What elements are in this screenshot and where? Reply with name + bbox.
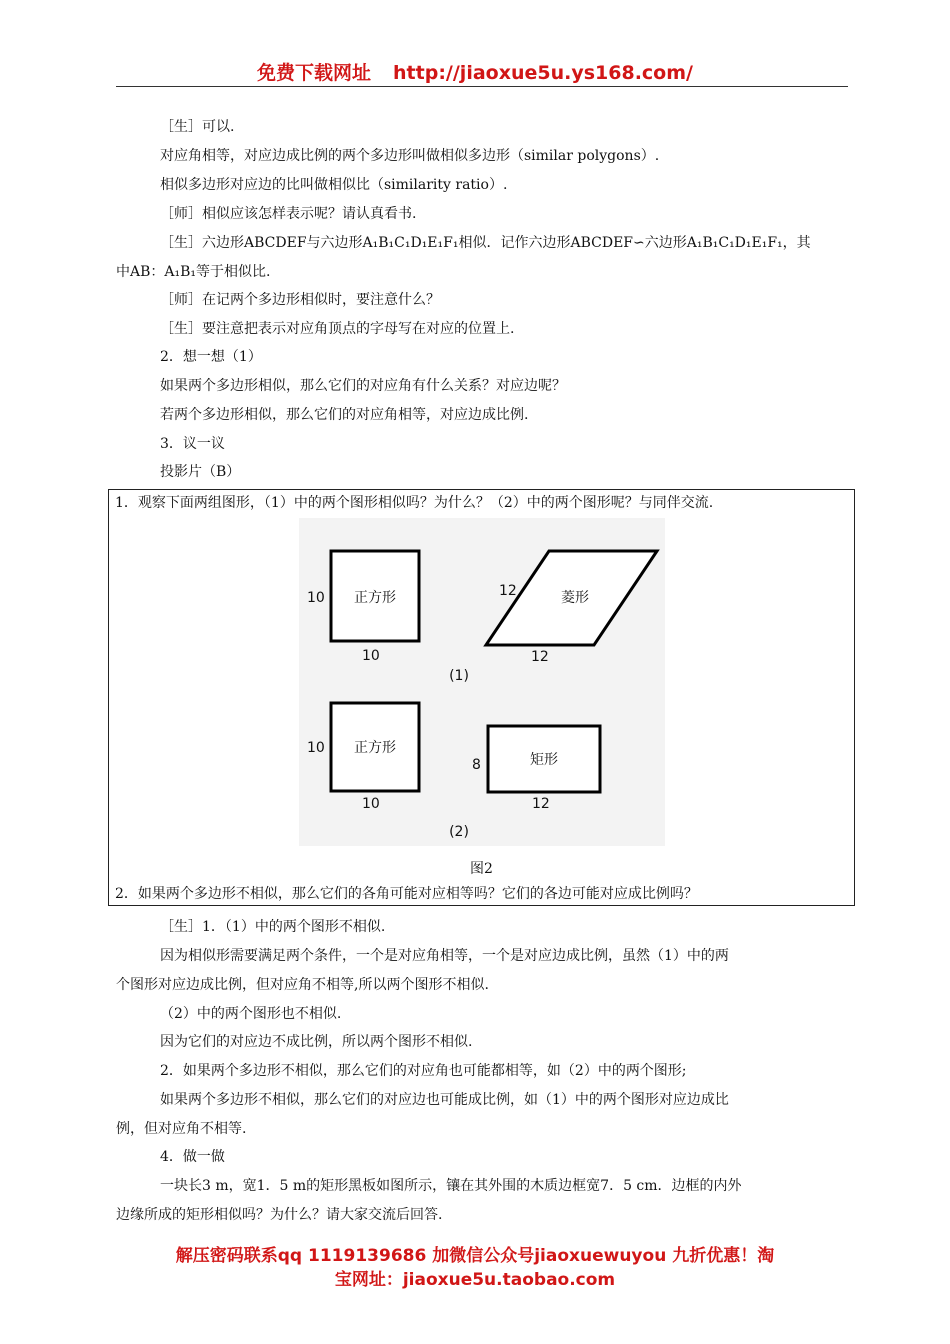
- figure-caption: 图2: [470, 861, 493, 877]
- square-1-side-bottom: 10: [362, 648, 380, 664]
- text-line: ［生］可以.: [160, 119, 235, 135]
- header-label: 免费下载网址: [257, 62, 372, 84]
- text-line: 例，但对应角不相等.: [116, 1121, 247, 1137]
- footer-line-2[interactable]: 宝网址：jiaoxue5u.taobao.com: [334, 1270, 616, 1290]
- text-line: 3．议一议: [160, 436, 225, 452]
- rhombus-label: 菱形: [561, 590, 589, 606]
- text-line: 因为它们的对应边不成比例，所以两个图形不相似.: [160, 1034, 473, 1050]
- rhombus-side-left: 12: [499, 583, 517, 599]
- square-2-side-bottom: 10: [362, 796, 380, 812]
- group-1-label: (1): [449, 668, 469, 684]
- text-line: 一块长3 m，宽1．5 m的矩形黑板如图所示，镶在其外围的木质边框宽7．5 cm．边框的内外: [160, 1178, 742, 1194]
- text-line: 如果两个多边形不相似，那么它们的对应边也可能成比例，如（1）中的两个图形对应边成比: [160, 1092, 729, 1108]
- text-line: 个图形对应边成比例，但对应角不相等,所以两个图形不相似.: [116, 977, 489, 993]
- rectangle-label: 矩形: [530, 752, 558, 768]
- text-line: 4．做一做: [160, 1149, 225, 1165]
- page-header: [0, 58, 950, 85]
- rhombus-side-bottom: 12: [531, 649, 549, 665]
- text-line: ［生］1．（1）中的两个图形不相似.: [160, 919, 386, 935]
- text-line: 2．如果两个多边形不相似，那么它们的对应角也可能都相等，如（2）中的两个图形;: [160, 1063, 687, 1079]
- text-line: ［生］六边形ABCDEF与六边形A₁B₁C₁D₁E₁F₁相似．记作六边形ABCDEF∽六边形A₁B₁C₁D₁E₁F₁，其: [160, 235, 811, 251]
- similarity-figure: [299, 518, 665, 846]
- footer-line-1: 解压密码联系qq 1119139686 加微信公众号jiaoxuewuyou 九折优惠！淘: [175, 1246, 775, 1266]
- projection-slide-box: [108, 489, 855, 906]
- square-1-side-left: 10: [307, 590, 325, 606]
- text-line: 边缘所成的矩形相似吗？为什么？请大家交流后回答.: [116, 1207, 443, 1223]
- text-line: ［师］相似应该怎样表示呢？请认真看书.: [160, 206, 417, 222]
- text-line: 因为相似形需要满足两个条件，一个是对应角相等，一个是对应边成比例，虽然（1）中的两: [160, 948, 729, 964]
- rectangle-side-bottom: 12: [532, 796, 550, 812]
- text-line: ［师］在记两个多边形相似时，要注意什么？: [160, 292, 440, 308]
- text-line: 相似多边形对应边的比叫做相似比（similarity ratio）.: [160, 177, 508, 193]
- square-1-label: 正方形: [354, 590, 396, 606]
- text-line: 对应角相等，对应边成比例的两个多边形叫做相似多边形（similar polygons）.: [160, 148, 660, 164]
- text-line: 如果两个多边形相似，那么它们的对应角有什么关系？对应边呢？: [160, 378, 566, 394]
- text-line: 投影片（B）: [160, 464, 241, 480]
- header-divider: [116, 86, 848, 87]
- header-url-link[interactable]: http://jiaoxue5u.ys168.com/: [393, 62, 693, 84]
- text-line: 若两个多边形相似，那么它们的对应角相等，对应边成比例.: [160, 407, 529, 423]
- question-2: 2．如果两个多边形不相似，那么它们的各角可能对应相等吗？它们的各边可能对应成比例吗？: [115, 886, 698, 902]
- rectangle-side-left: 8: [472, 757, 481, 773]
- text-line: 中AB：A₁B₁等于相似比.: [116, 264, 271, 280]
- text-line: （2）中的两个图形也不相似.: [160, 1006, 342, 1022]
- text-line: 2．想一想（1）: [160, 349, 262, 365]
- square-2-label: 正方形: [354, 740, 396, 756]
- text-line: ［生］要注意把表示对应角顶点的字母写在对应的位置上.: [160, 321, 515, 337]
- question-1: 1．观察下面两组图形，（1）中的两个图形相似吗？为什么？（2）中的两个图形呢？与同伴交流.: [115, 495, 714, 511]
- square-2-side-left: 10: [307, 740, 325, 756]
- group-2-label: (2): [449, 824, 469, 840]
